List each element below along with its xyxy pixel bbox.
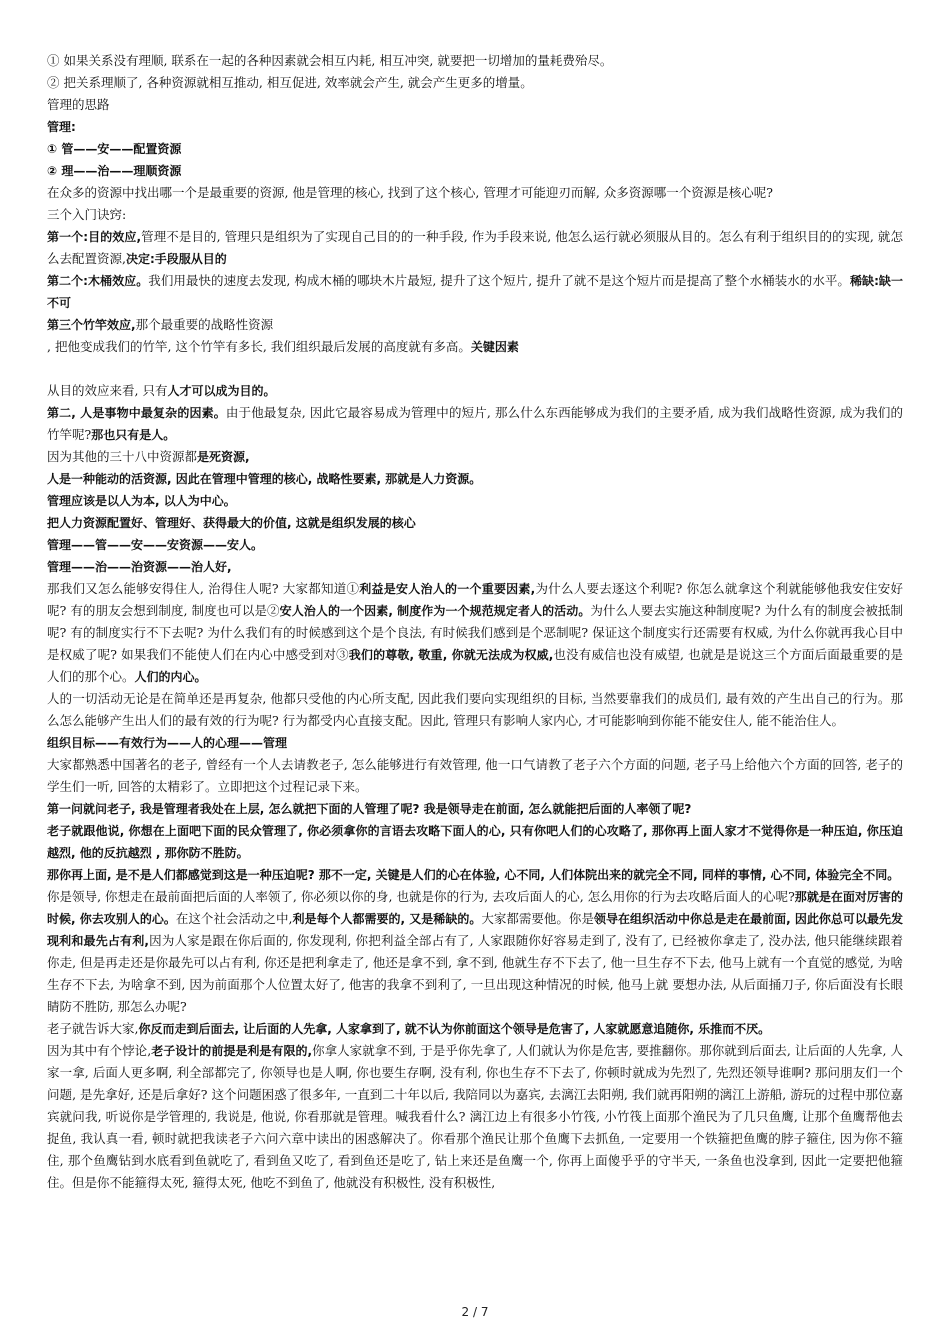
text-line: 管理:	[47, 120, 76, 134]
text-line: 组织目标——有效行为——人的心理——管理	[47, 736, 288, 750]
text-line: ② 理——治——理顺资源	[47, 164, 182, 178]
paragraph: 第二, 人是事物中最复杂的因素。由于他最复杂, 因此它最容易成为管理中的短片, 那么什么东西能够成为我们的主要矛盾, 成为我们战略性资源, 成为我们的竹竿呢?那也只有是人。	[47, 405, 903, 442]
text-line: 三个入门诀窍:	[47, 207, 127, 222]
text-line: 把人力资源配置好、管理好、获得最大的价值, 这就是组织发展的核心	[47, 516, 416, 530]
paragraph: 那我们又怎么能够安得住人, 治得住人呢? 大家都知道①利益是安人治人的一个重要因素,为什么人要去逐这个利呢? 你怎么就拿这个利就能够他我安住安好呢? 有的朋友会想到制度, 制度也可以是②安人治人的一个因素, 制度作为一个规范规定者人的活动。为什么人要去实施这种制度呢? 为什么有的制度会被抵制呢? 有的制度实行不下去呢? 为什么我们有的时候感到这个是个良法, 有时候我们感到是个恶制呢? 保证这个制度实行还需要有权威, 为什么你就再我心目中是权威了呢? 如果我们不能使人们在内心中感受到对③我们的尊敬, 敬重, 你就无法成为权威,也没有威信也没有威望, 也就是是说这三个方面后面最重要的是人们的那个心。人们的内心。	[47, 581, 904, 684]
section-heading: 管理的思路	[47, 97, 110, 112]
page-number: 2 / 7	[461, 1305, 489, 1319]
text-line: 管理——管——安——安资源——安人。	[47, 538, 264, 552]
paragraph: 因为其中有个悖论,老子设计的前提是利是有限的,你拿人家就拿不到, 于是乎你先拿了, 人们就认为你是危害, 要推翻你。那你就到后面去, 让后面的人先拿, 人家一拿, 后面人更多啊, 利全部都完了, 你领导也是人啊, 你也要生存啊, 没有利, 你也生存不下去了, 你顿时就成为先烈了, 先烈还领导谁啊? 那问朋友们一个问题, 是先拿好, 还是后拿好? 这个问题困惑了很多年, 一直到二十年以后, 我陪同以为嘉宾, 去漓江去阳朔, 我们就再阳朔的漓江上游船, 游玩的过程中那位嘉宾就问我, 听说你是学管理的, 我说是, 他说, 你看那就是管理。喊我看什么? 漓江边上有很多小竹筏, 小竹筏上面那个渔民为了几只鱼鹰, 让那个鱼鹰帮他去捉鱼, 我认真一看, 顿时就把我读老子六问六章中读出的困惑解决了。你看那个渔民让那个鱼鹰下去抓鱼, 一定要用一个铁箍把鱼鹰的脖子箍住, 因为你不箍住, 那个鱼鹰钻到水底看到鱼就吃了, 看到鱼又吃了, 看到鱼还是吃了, 钻上来还是鱼鹰一个, 你再上面傻乎乎的守半天, 一条鱼也没拿到, 因此一定要把他箍住。但是你不能箍得太死, 箍得太死, 他吃不到鱼了, 他就没有积极性, 没有积极性,	[47, 1043, 903, 1190]
paragraph: 老子就告诉大家,你反而走到后面去, 让后面的人先拿, 人家拿到了, 就不认为你前面这个领导是危害了, 人家就愿意追随你, 乐推而不厌。	[47, 1021, 771, 1036]
text-line: ① 如果关系没有理顺, 联系在一起的各种因素就会相互内耗, 相互冲突, 就要把一切增加的量耗费殆尽。	[47, 53, 613, 68]
paragraph-key-factor: , 把他变成我们的竹竿, 这个竹竿有多长, 我们组织最后发展的高度就有多高。关键因素	[47, 339, 519, 354]
paragraph: 第一问就问老子, 我是管理者我处在上层, 怎么就把下面的人管理了呢? 我是领导走在前面, 怎么就能把后面的人率领了呢?	[47, 802, 692, 816]
paragraph: 从目的效应来看, 只有人才可以成为目的。	[47, 383, 276, 398]
paragraph-barrel-effect: 第二个:木桶效应。我们用最快的速度去发现, 构成木桶的哪块木片最短, 提升了这个短片, 提升了就不是这个短片而是提高了整个水桶装水的水平。稀缺:缺一不可	[47, 273, 903, 310]
blank-line	[47, 358, 903, 380]
text-line: 管理——治——治资源——治人好,	[47, 560, 232, 574]
paragraph-purpose-effect: 第一个:目的效应,管理不是目的, 管理只是组织为了实现自己目的的一种手段, 作为手段来说, 他怎么运行就必须服从目的。怎么有利于组织目的的实现, 就怎么去配置资源,决定:手段服从目的	[47, 229, 903, 266]
paragraph: 人的一切活动无论是在简单还是再复杂, 他都只受他的内心所支配, 因此我们要向实现组织的目标, 当然要靠我们的成员们, 最有效的产生出自己的行为。那么怎么能够产生出人们的最有效的行为呢? 行为都受内心直接支配。因此, 管理只有影响人家内心, 才可能影响到你能不能安住人, 能不能治住人。	[47, 691, 903, 728]
paragraph: 大家都熟悉中国著名的老子, 曾经有一个人去请教老子, 怎么能够进行有效管理, 他一口气请教了老子六个方面的问题, 老子马上给他六个方面的回答, 老子的学生们一听, 回答的太精彩了。立即把这个过程记录下来。	[47, 757, 903, 794]
paragraph: 因为其他的三十八中资源都是死资源,	[47, 449, 250, 464]
paragraph: 那你再上面, 是不是人们都感觉到这是一种压迫呢? 那不一定, 关键是人们的心在体验, 心不同, 人们体院出来的就完全不同, 同样的事情, 心不同, 体验完全不同。	[47, 868, 900, 882]
paragraph-bamboo-effect: 第三个竹竿效应,那个最重要的战略性资源	[47, 317, 274, 332]
paragraph: 你是领导, 你想走在最前面把后面的人率领了, 你必须以你的身, 也就是你的行为, 去攻后面人的心, 怎么用你的行为去攻略后面人的心呢?那就是在面对厉害的时候, 你去攻别人的心。在这个社会活动之中,利是每个人都需要的, 又是稀缺的。大家都需要他。你是领导在组织活动中你总是走在最前面, 因此你总可以最先发现利和最先占有利,因为人家是跟在你后面的, 你发现利, 你把利益全部占有了, 人家跟随你好容易走到了, 没有了, 已经被你拿走了, 没办法, 他只能继续跟着你走, 但是再走还是你最先可以占有利, 你还是把利拿走了, 他还是拿不到, 拿不到, 他就生存不下去了, 他一旦生存不下去, 他马上就有一个直觉的感觉, 为啥生存不下去, 为啥拿不到, 因为前面那个人位置太好了, 他害的我拿不到利了, 一旦出现这种情况的时候, 他马上就 要想办法, 从后面捅刀子, 你后面没有长眼睛防不胜防, 那怎么办呢?	[47, 889, 903, 1014]
text-line: 在众多的资源中找出哪一个是最重要的资源, 他是管理的核心, 找到了这个核心, 管理才可能迎刃而解, 众多资源哪一个资源是核心呢?	[47, 185, 773, 200]
text-line: 人是一种能动的活资源, 因此在管理中管理的核心, 战略性要素, 那就是人力资源。	[47, 472, 482, 486]
document-page	[47, 50, 903, 1194]
text-line: 管理应该是以人为本, 以人为中心。	[47, 494, 236, 508]
text-line: ② 把关系理顺了, 各种资源就相互推动, 相互促进, 效率就会产生, 就会产生更多的增量。	[47, 75, 533, 90]
paragraph: 老子就跟他说, 你想在上面吧下面的民众管理了, 你必须拿你的言语去攻略下面人的心, 只有你吧人们的心攻略了, 那你再上面人家才不觉得你是一种压迫, 你压迫越烈, 他的反抗越烈 , 那你防不胜防。	[47, 824, 903, 860]
text-line: ① 管——安——配置资源	[47, 142, 182, 156]
